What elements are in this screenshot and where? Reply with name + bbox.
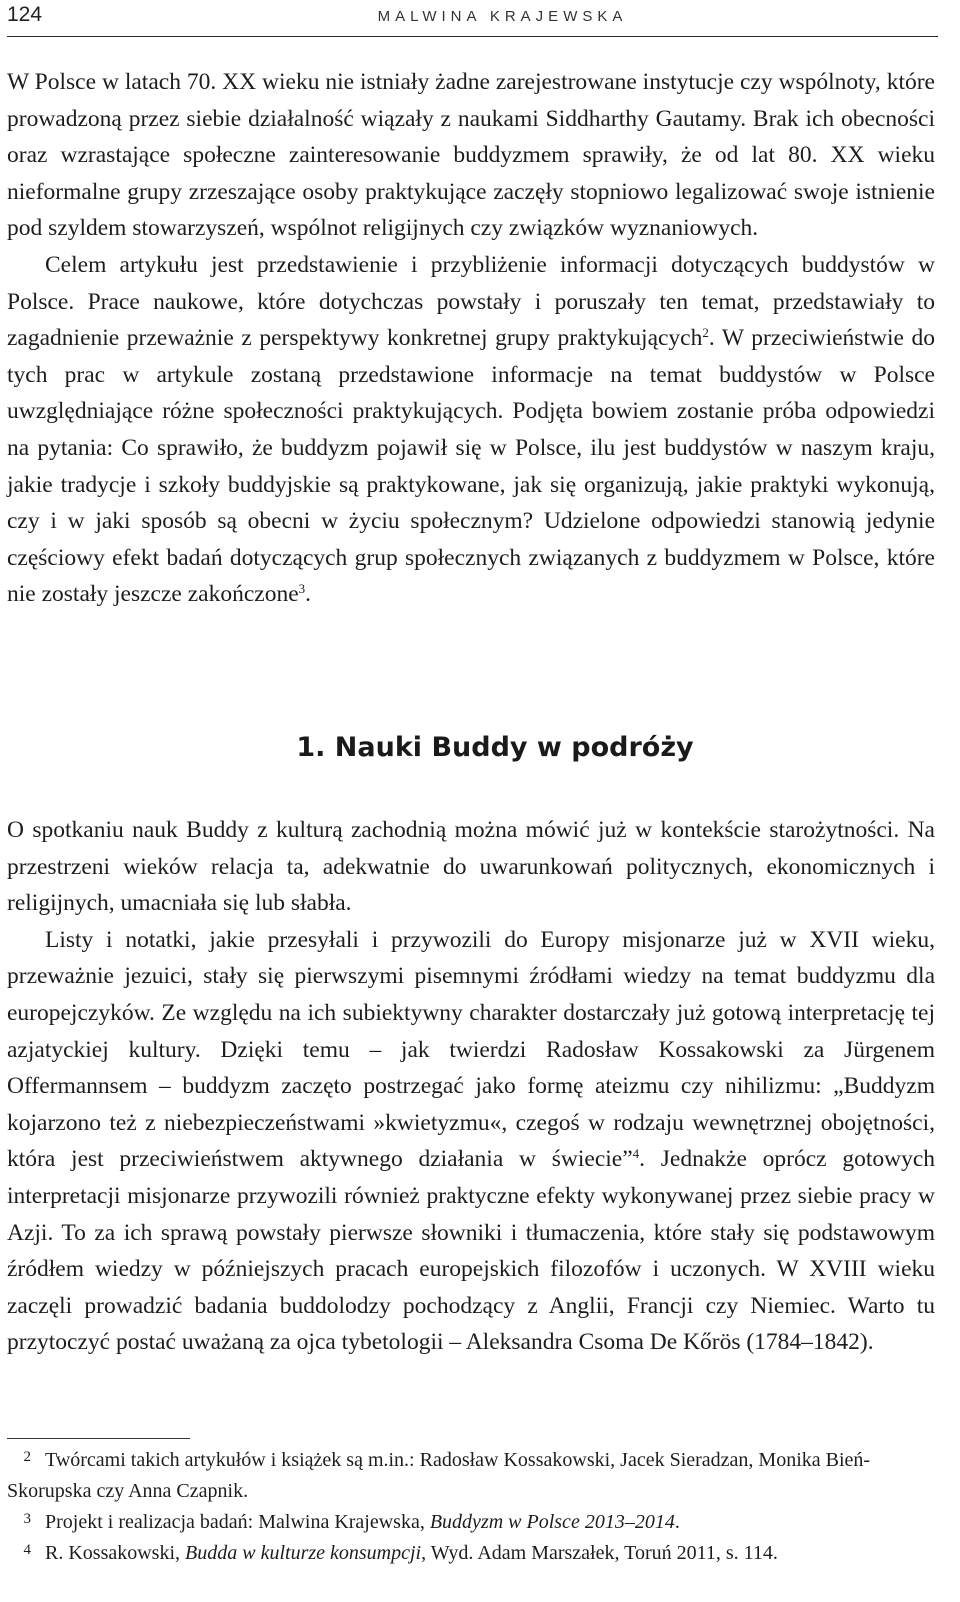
intro-paragraph-2-text-b: . W przeciwieństwie do tych prac w artykule zostaną przedstawione informacje na temat buddystów w Polsce uwzględniające różne społeczności praktykujących. Podjęta bowiem zostanie próba odpowiedzi na pytania: Co sprawiło, że buddyzm pojawił się w Polsce, ilu jest buddystów w naszym kraju, jakie tradycje i szkoły buddyjskie są praktykowane, jak się organizują, jakie praktyki wykonują, czy i w jaki sposób są obecni w życiu społecznym? Udzielone odpowiedzi stanowią jedynie częściowy efekt badań dotyczących grup społecznych związanych z buddyzmem w Polsce, które nie zostały jeszcze zakończone — [7, 325, 935, 608]
intro-section — [7, 64, 935, 613]
page-number: 124 — [7, 3, 43, 26]
footnote-text: R. Kossakowski, — [45, 1542, 186, 1564]
footnote-ref-4[interactable]: 4 — [632, 1146, 640, 1162]
section-1-paragraph-2-text-b: . Jednakże oprócz gotowych interpretacji misjonarze przywozili również praktyczne efekty wykonywanej przez siebie pracy w Azji. To za ich sprawą powstały pierwsze słowniki i tłumaczenia, które stały się podstawowym źródłem wiedzy w późniejszych pracach europejskich filozofów i uczonych. W XVIII wieku zaczęli prowadzić badania buddolodzy pochodzący z Anglii, Francji czy Niemiec. Warto tu przytoczyć postać uważaną za ojca tybetologii – Aleksandra Csoma De Kőrös (1784–1842). — [7, 1146, 935, 1356]
footnote-4: 4 R. Kossakowski, Budda w kulturze konsumpcji, Wyd. Adam Marszałek, Toruń 2011, s. 114. — [23, 1542, 778, 1564]
section-1-paragraph-2 — [7, 922, 935, 1361]
intro-paragraph-2 — [7, 247, 935, 613]
intro-paragraph-1: W Polsce w latach 70. XX wieku nie istniały żadne zarejestrowane instytucje czy wspólnoty, które prowadzoną przez siebie działalność wiązały z naukami Siddharthy Gautamy. Brak ich obecności oraz wzrastające społeczne zainteresowanie buddyzmem sprawiły, że od lat 80. XX wieku nieformalne grupy zrzeszające osoby praktykujące zaczęły stopniowo legalizować swoje istnienie pod szyldem stowarzyszeń, wspólnot religijnych czy związków wyznaniowych. — [7, 69, 935, 242]
footnote-separator — [7, 1438, 190, 1439]
intro-paragraph-2-text-a: Celem artykułu jest przedstawienie i przybliżenie informacji dotyczących buddystów w Polsce. Prace naukowe, które dotychczas powstały i poruszały ten temat, przedstawiały to zagadnienie przeważnie z perspektywy konkretnej grupy praktykujących — [7, 251, 935, 352]
intro-paragraph-2-text-c: . — [305, 581, 312, 608]
section-1-paragraph-1: O spotkaniu nauk Buddy z kulturą zachodnią można mówić już w kontekście starożytności. Na przestrzeni wieków relacja ta, adekwatnie do uwarunkowań politycznych, ekonomicznych i religijnych, umacniała się lub słabła. — [7, 817, 935, 917]
footnote-text: Projekt i realizacja badań: Malwina Krajewska, — [45, 1511, 430, 1533]
footnotes — [7, 1445, 935, 1569]
footnote-title: Budda w kulturze konsumpcji — [185, 1542, 422, 1564]
section-1-paragraph-2-text-a: Listy i notatki, jakie przesyłali i przywozili do Europy misjonarze już w XVII wieku, przeważnie jezuici, stały się pierwszymi pisemnymi źródłami wiedzy na temat buddyzmu dla europejczyków. Ze względu na ich subiektywny charakter dostarczały już gotową interpretację tej azjatyckiej kultury. Dzięki temu – jak twierdzi Radosław Kossakowski za Jürgenem Offermannsem – buddyzm zaczęto postrzegać jako formę ateizmu czy nihilizmu: „Buddyzm kojarzono też z niebezpieczeństwami »kwietyzmu«, czegoś w rodzaju wewnętrznej obojętności, która jest przeciwieństwem aktywnego działania w świecie” — [7, 926, 935, 1173]
footnote-ref-3[interactable]: 3 — [298, 581, 306, 597]
running-head: MALWINA KRAJEWSKA — [377, 8, 628, 25]
footnote-text: Twórcami takich artykułów i książek są m.in.: Radosław Kossakowski, Jacek Sieradzan, Monika Bień-Skorupska czy Anna Czapnik. — [7, 1449, 871, 1502]
footnote-ref-2[interactable]: 2 — [702, 325, 709, 341]
footnote-text-end: , Wyd. Adam Marszałek, Toruń 2011, s. 114. — [421, 1542, 778, 1564]
page-header — [7, 0, 938, 37]
section-heading-text: 1. Nauki Buddy w podróży — [296, 732, 694, 763]
section-heading — [0, 732, 960, 763]
section-1-body — [7, 812, 935, 1361]
footnote-title: Buddyzm w Polsce 2013–2014 — [429, 1511, 675, 1533]
footnote-3: 3 Projekt i realizacja badań: Malwina Krajewska, Buddyzm w Polsce 2013–2014. — [23, 1511, 680, 1533]
footnote-text-end: . — [674, 1511, 680, 1533]
footnote-2: 2 Twórcami takich artykułów i książek są m.in.: Radosław Kossakowski, Jacek Sieradzan, Monika Bień-Skorupska czy Anna Czapnik. — [7, 1449, 871, 1502]
